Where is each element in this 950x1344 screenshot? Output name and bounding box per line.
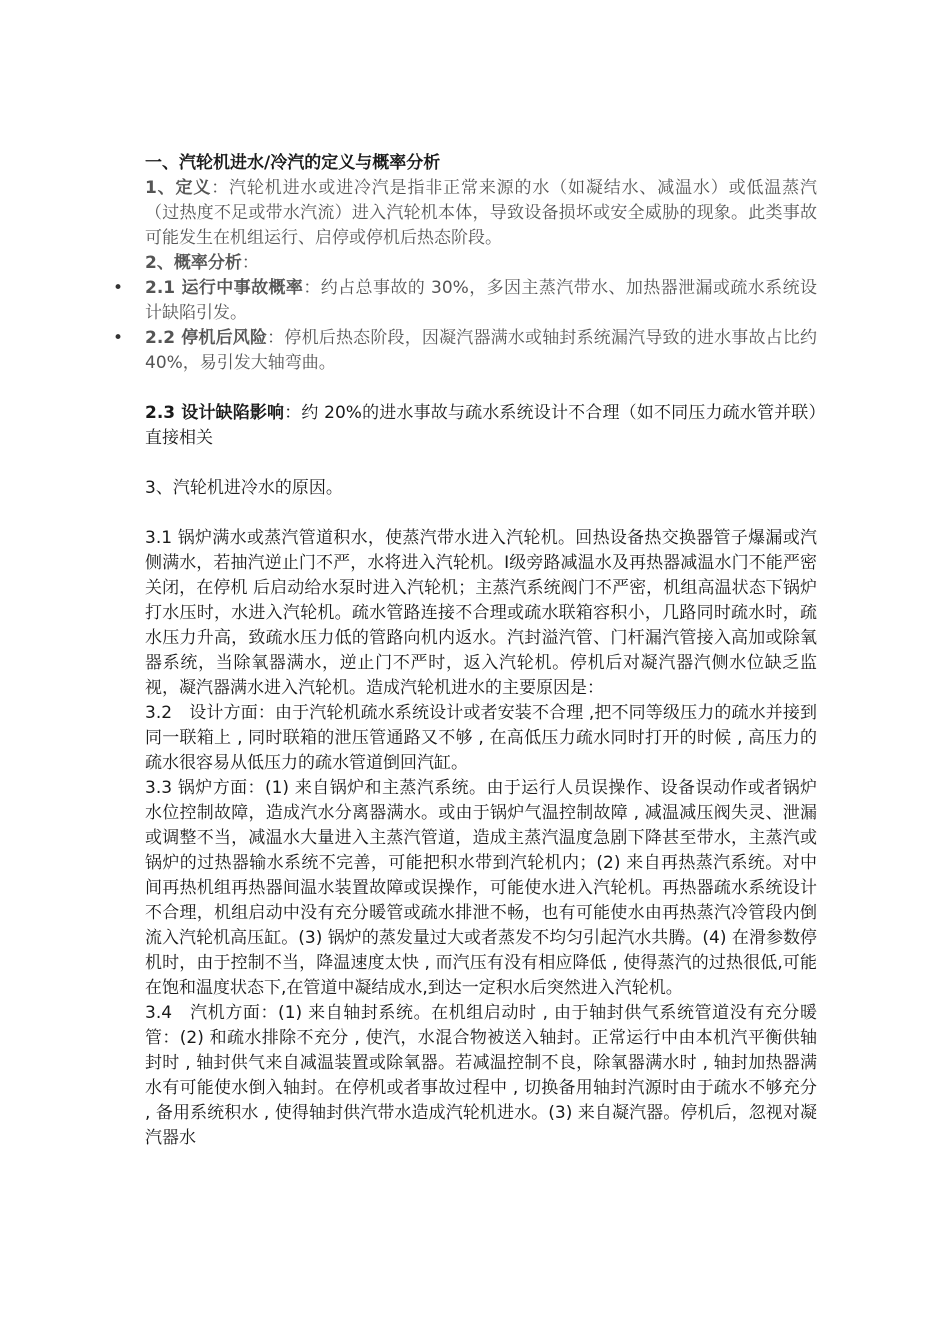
paragraph-3-1: 3.1 锅炉满水或蒸汽管道积水，使蒸汽带水进入汽轮机。回热设备热交换器管子爆漏或汽侧满水，若抽汽逆止门不严，水将进入汽轮机。Ⅰ级旁路减温水及再热器减温水门不能严密关闭，在停机 后启动给水泵时进入汽轮机；主蒸汽系统阀门不严密，机组高温状态下锅炉打水压时，水进入汽轮机。疏水管路连接不合理或疏水联箱容积小，几路同时疏水时，疏水压力升高，致疏水压力低的管路向机内返水。汽封溢汽管、门杆漏汽管接入高加或除氧器系统，当除氧器满水，逆止门不严时，返入汽轮机。停机后对凝汽器汽侧水位缺乏监视，凝汽器满水进入汽轮机。造成汽轮机进水的主要原因是： (145, 528, 817, 698)
bullet-item (113, 276, 817, 326)
paragraph-3-3: 3.3 锅炉方面：(1) 来自锅炉和主蒸汽系统。由于运行人员误操作、设备误动作或者锅炉水位控制故障，造成汽水分离器满水。或由于锅炉气温控制故障 , 减温减压阀失灵、泄漏或调整不当，减温水大量进入主蒸汽管道，造成主蒸汽温度急剧下降甚至带水，主蒸汽或锅炉的过热器输水系统不完善，可能把积水带到汽轮机内；(2) 来自再热蒸汽系统。对中间再热机组再热器间温水装置故障或误操作，可能使水进入汽轮机。再热器疏水系统设计不合理，机组启动中没有充分暖管或疏水排泄不畅，也有可能使水由再热蒸汽冷管段内倒流入汽轮机高压缸。(3) 锅炉的蒸发量过大或者蒸发不均匀引起汽水共腾。(4) 在滑参数停机时，由于控制不当，降温速度太快 , 而汽压有没有相应降低 , 使得蒸汽的过热很低,可能在饱和温度状态下,在管道中凝结成水,到达一定积水后突然进入汽轮机。 (145, 778, 817, 998)
spacer (145, 451, 817, 476)
bullet-dot: • (113, 328, 124, 348)
definition-text: 汽轮机进水或进冷汽是指非正常来源的水（如凝结水、减温水）或低温蒸汽（过热度不足或带水汽流）进入汽轮机本体，导致设备损坏或安全威胁的现象。此类事故可能发生在机组运行、启停或停机后热态阶段。 (145, 178, 817, 248)
bullet-separator: ： (267, 328, 285, 348)
bullet-separator: ： (303, 278, 321, 298)
document-body (113, 151, 818, 1151)
paragraph-design-defect (145, 401, 817, 451)
definition-separator: ： (211, 178, 230, 198)
paragraph-3-4: 3.4 汽机方面：(1) 来自轴封系统。在机组启动时 , 由于轴封供气系统管道没有充分暖管：(2) 和疏水排除不充分 , 使汽，水混合物被送入轴封。正常运行中由本机汽平衡供轴封时 , 轴封供气来自减温装置或除氧器。若减温控制不良，除氧器满水时 , 轴封加热器满水有可能使水倒入轴封。在停机或者事故过程中 , 切换备用轴封汽源时由于疏水不够充分 , 备用系统积水 , 使得轴封供汽带水造成汽轮机进水。(3) 来自凝汽器。停机后，忽视对凝汽器水 (145, 1003, 817, 1148)
bullet-item (113, 326, 818, 376)
design-separator: ： (284, 403, 302, 423)
bullet-label: 2.1 运行中事故概率 (145, 278, 304, 298)
design-label: 2.3 设计缺陷影响 (145, 403, 285, 423)
paragraph-definition (145, 176, 817, 251)
bullet-label: 2.2 停机后风险 (145, 328, 268, 348)
bullet-text: 停机后热态阶段，因凝汽器满水或轴封系统漏汽导致的进水事故占比约 40%，易引发大轴弯曲。 (145, 328, 818, 373)
paragraph-probability-label (145, 251, 817, 276)
spacer (145, 376, 817, 401)
probability-label: 2、概率分析 (145, 253, 242, 273)
section-heading-causes: 3、汽轮机进冷水的原因。 (145, 478, 343, 498)
spacer (145, 501, 817, 526)
bullet-text: 约占总事故的 30%，多因主蒸汽带水、加热器泄漏或疏水系统设计缺陷引发。 (145, 278, 817, 323)
probability-separator: ： (241, 253, 259, 273)
design-text: 约 20%的进水事故与疏水系统设计不合理（如不同压力疏水管并联）直接相关 (145, 403, 817, 448)
definition-label: 1、定义 (145, 178, 212, 198)
bullet-dot: • (113, 278, 124, 298)
section-heading-definition-probability: 一、汽轮机进水/冷汽的定义与概率分析 (145, 153, 441, 173)
paragraph-3-2: 3.2 设计方面：由于汽轮机疏水系统设计或者安装不合理 ,把不同等级压力的疏水并接到同一联箱上 , 同时联箱的泄压管通路又不够 , 在高低压力疏水同时打开的时候 , 高压力的疏水很容易从低压力的疏水管道倒回汽缸。 (145, 703, 817, 773)
